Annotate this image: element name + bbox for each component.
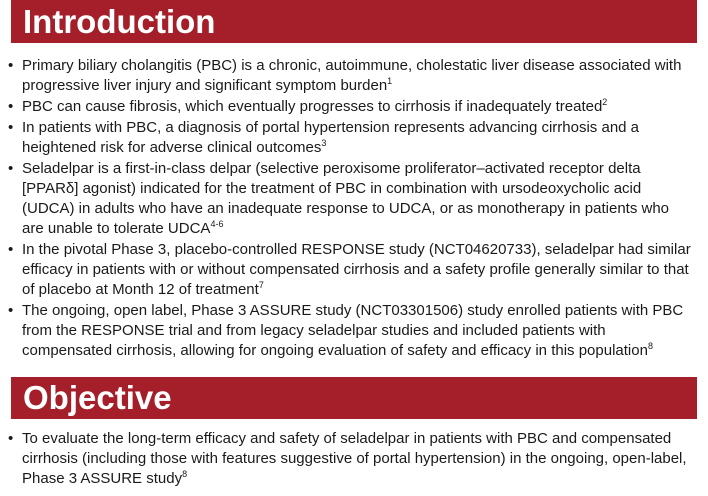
bullet-text: Seladelpar is a first-in-class delpar (selective peroxisome proliferator–activated receptor delta [PPARδ] agonist) indicated for the treatment of PBC in combination with ursodeoxycholic acid (UDCA) in adults who have an inadequate response to UDCA, or as monotherapy in patients who are unable to tolerate UDCA [22, 160, 670, 237]
bullet-text: To evaluate the long-term efficacy and safety of seladelpar in patients with PBC and compensated cirrhosis (including those with features suggestive of portal hypertension) in the ongoing, open-label, Phase 3 ASSURE study [22, 430, 687, 487]
bullet-text: The ongoing, open label, Phase 3 ASSURE study (NCT03301506) study enrolled patients with PBC from the RESPONSE trial and from legacy seladelpar studies and included patients with compensated cirrhosis, allowing for ongoing evaluation of safety and efficacy in this population [22, 302, 684, 359]
bullet-text: In the pivotal Phase 3, placebo-controlled RESPONSE study (NCT04620733), seladelpar had similar efficacy in patients with or without compensated cirrhosis and a safety profile generally similar to that of placebo at Month 12 of treatment [22, 241, 691, 298]
intro-bullet-5 [0, 240, 700, 300]
intro-bullet-4 [0, 159, 700, 239]
objective-bullet-1 [0, 429, 700, 489]
objective-heading: Objective [11, 377, 697, 419]
reference-superscript: 8 [182, 469, 188, 479]
bullet-marker: • [8, 241, 14, 258]
bullet-marker: • [8, 160, 14, 177]
intro-bullet-3 [0, 118, 700, 158]
objective-bullet-list [0, 429, 700, 490]
bullet-marker: • [8, 98, 14, 115]
bullet-marker: • [8, 57, 14, 74]
reference-superscript: 8 [647, 341, 653, 351]
introduction-bullet-list [0, 56, 700, 362]
introduction-heading: Introduction [11, 0, 697, 43]
intro-bullet-6 [0, 301, 700, 361]
reference-superscript: 3 [321, 138, 327, 148]
bullet-text: Primary biliary cholangitis (PBC) is a chronic, autoimmune, cholestatic liver disease associated with progressive liver injury and significant symptom burden [22, 57, 682, 94]
bullet-text: In patients with PBC, a diagnosis of portal hypertension represents advancing cirrhosis and a heightened risk for adverse clinical outcomes [22, 119, 640, 156]
intro-bullet-2 [0, 97, 700, 117]
reference-superscript: 1 [387, 76, 393, 86]
intro-bullet-1 [0, 56, 700, 96]
bullet-marker: • [8, 430, 14, 447]
bullet-text: PBC can cause fibrosis, which eventually progresses to cirrhosis if inadequately treated [22, 98, 603, 115]
reference-superscript: 7 [258, 280, 264, 290]
reference-superscript: 2 [602, 97, 608, 107]
bullet-marker: • [8, 119, 14, 136]
bullet-marker: • [8, 302, 14, 319]
reference-superscript: 4-6 [210, 219, 224, 229]
